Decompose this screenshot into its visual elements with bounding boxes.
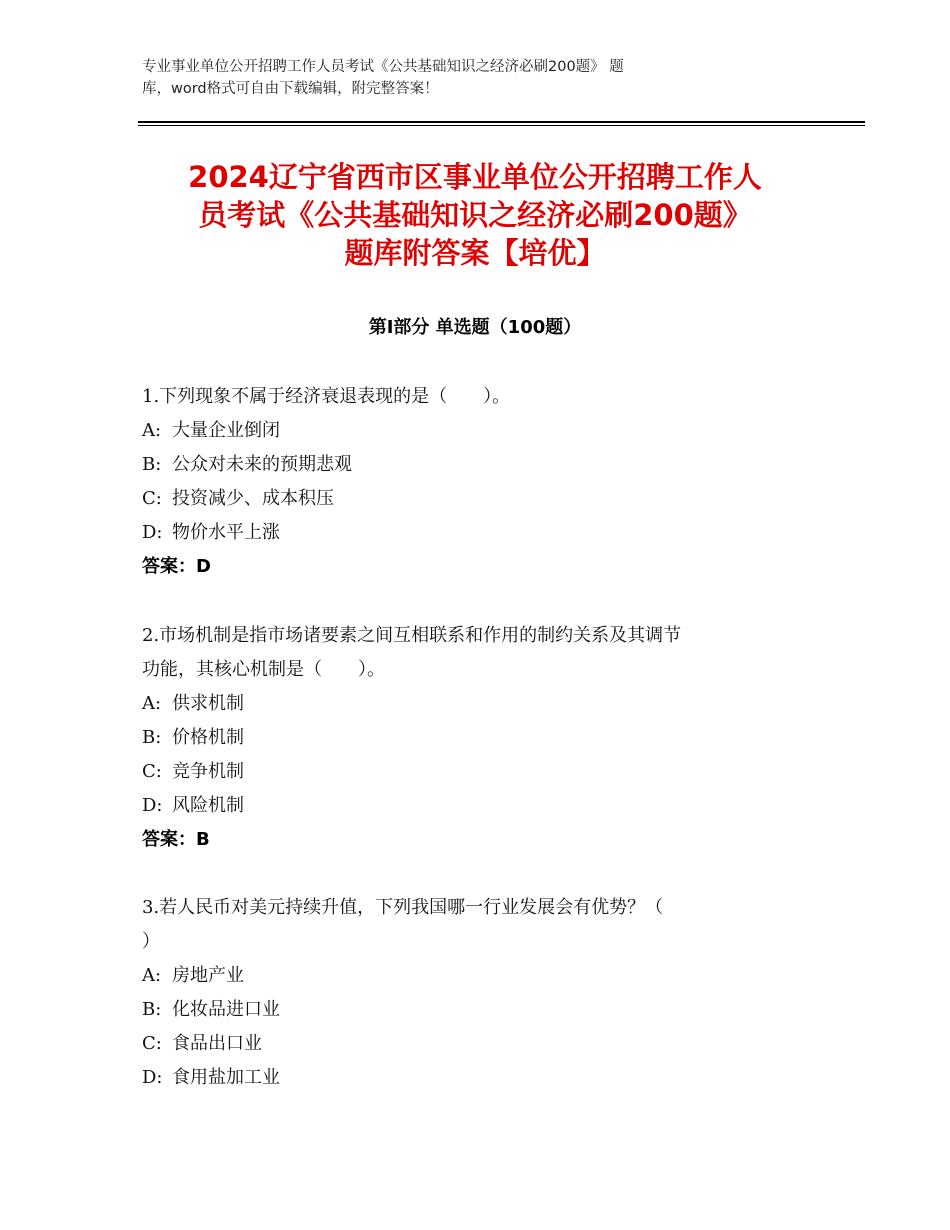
option-text: 大量企业倒闭 — [172, 420, 280, 441]
answer-line: 答案：D — [142, 556, 211, 577]
question-stem-continued: ） — [142, 931, 160, 952]
header-divider-thin — [138, 125, 865, 126]
option-a — [142, 959, 842, 993]
option-text: 食用盐加工业 — [172, 1067, 280, 1088]
header-note-line: 专业事业单位公开招聘工作人员考试《公共基础知识之经济必刷200题》 题 — [142, 59, 624, 75]
question-stem: 3.若人民币对美元持续升值，下列我国哪一行业发展会有优势？（ — [142, 897, 664, 918]
option-letter: D: — [142, 522, 163, 543]
option-letter: B: — [142, 454, 162, 475]
option-text: 公众对未来的预期悲观 — [172, 454, 352, 475]
option-text: 投资减少、成本积压 — [172, 488, 334, 509]
option-c — [142, 755, 842, 789]
question-stem: 1.下列现象不属于经济衰退表现的是（ ）。 — [142, 386, 511, 407]
option-d — [142, 1061, 842, 1095]
document-title — [120, 158, 830, 272]
header-divider — [138, 121, 865, 123]
option-letter: C: — [142, 488, 162, 509]
option-text: 物价水平上涨 — [172, 522, 280, 543]
section-heading: 第Ⅰ部分 单选题（100题） — [368, 317, 582, 338]
option-a — [142, 687, 842, 721]
option-letter: B: — [142, 999, 162, 1020]
option-d — [142, 516, 842, 550]
option-text: 食品出口业 — [172, 1033, 262, 1054]
option-d — [142, 789, 842, 823]
document-title-line: 2024辽宁省西市区事业单位公开招聘工作人 — [188, 160, 762, 194]
option-letter: D: — [142, 1067, 163, 1088]
option-letter: B: — [142, 727, 162, 748]
question-3 — [142, 891, 842, 1095]
option-text: 化妆品进口业 — [172, 999, 280, 1020]
option-letter: C: — [142, 761, 162, 782]
option-letter: A: — [142, 693, 162, 714]
option-text: 房地产业 — [172, 965, 244, 986]
question-2 — [142, 619, 842, 857]
document-title-line: 题库附答案【培优】 — [344, 236, 606, 270]
option-text: 价格机制 — [172, 727, 244, 748]
answer-line: 答案：B — [142, 829, 210, 850]
option-c — [142, 482, 842, 516]
option-letter: A: — [142, 420, 162, 441]
option-text: 竞争机制 — [172, 761, 244, 782]
option-a — [142, 414, 842, 448]
option-text: 供求机制 — [172, 693, 244, 714]
option-letter: D: — [142, 795, 163, 816]
option-b — [142, 448, 842, 482]
option-text: 风险机制 — [172, 795, 244, 816]
document-title-line: 员考试《公共基础知识之经济必刷200题》 — [198, 198, 752, 232]
header-note — [142, 56, 782, 100]
option-letter: C: — [142, 1033, 162, 1054]
option-b — [142, 721, 842, 755]
option-letter: A: — [142, 965, 162, 986]
header-note-line: 库，word格式可自由下载编辑，附完整答案！ — [142, 81, 439, 97]
question-stem-continued: 功能，其核心机制是（ ）。 — [142, 659, 385, 680]
option-b — [142, 993, 842, 1027]
question-1 — [142, 380, 842, 584]
question-stem: 2.市场机制是指市场诸要素之间互相联系和作用的制约关系及其调节 — [142, 625, 682, 646]
option-c — [142, 1027, 842, 1061]
